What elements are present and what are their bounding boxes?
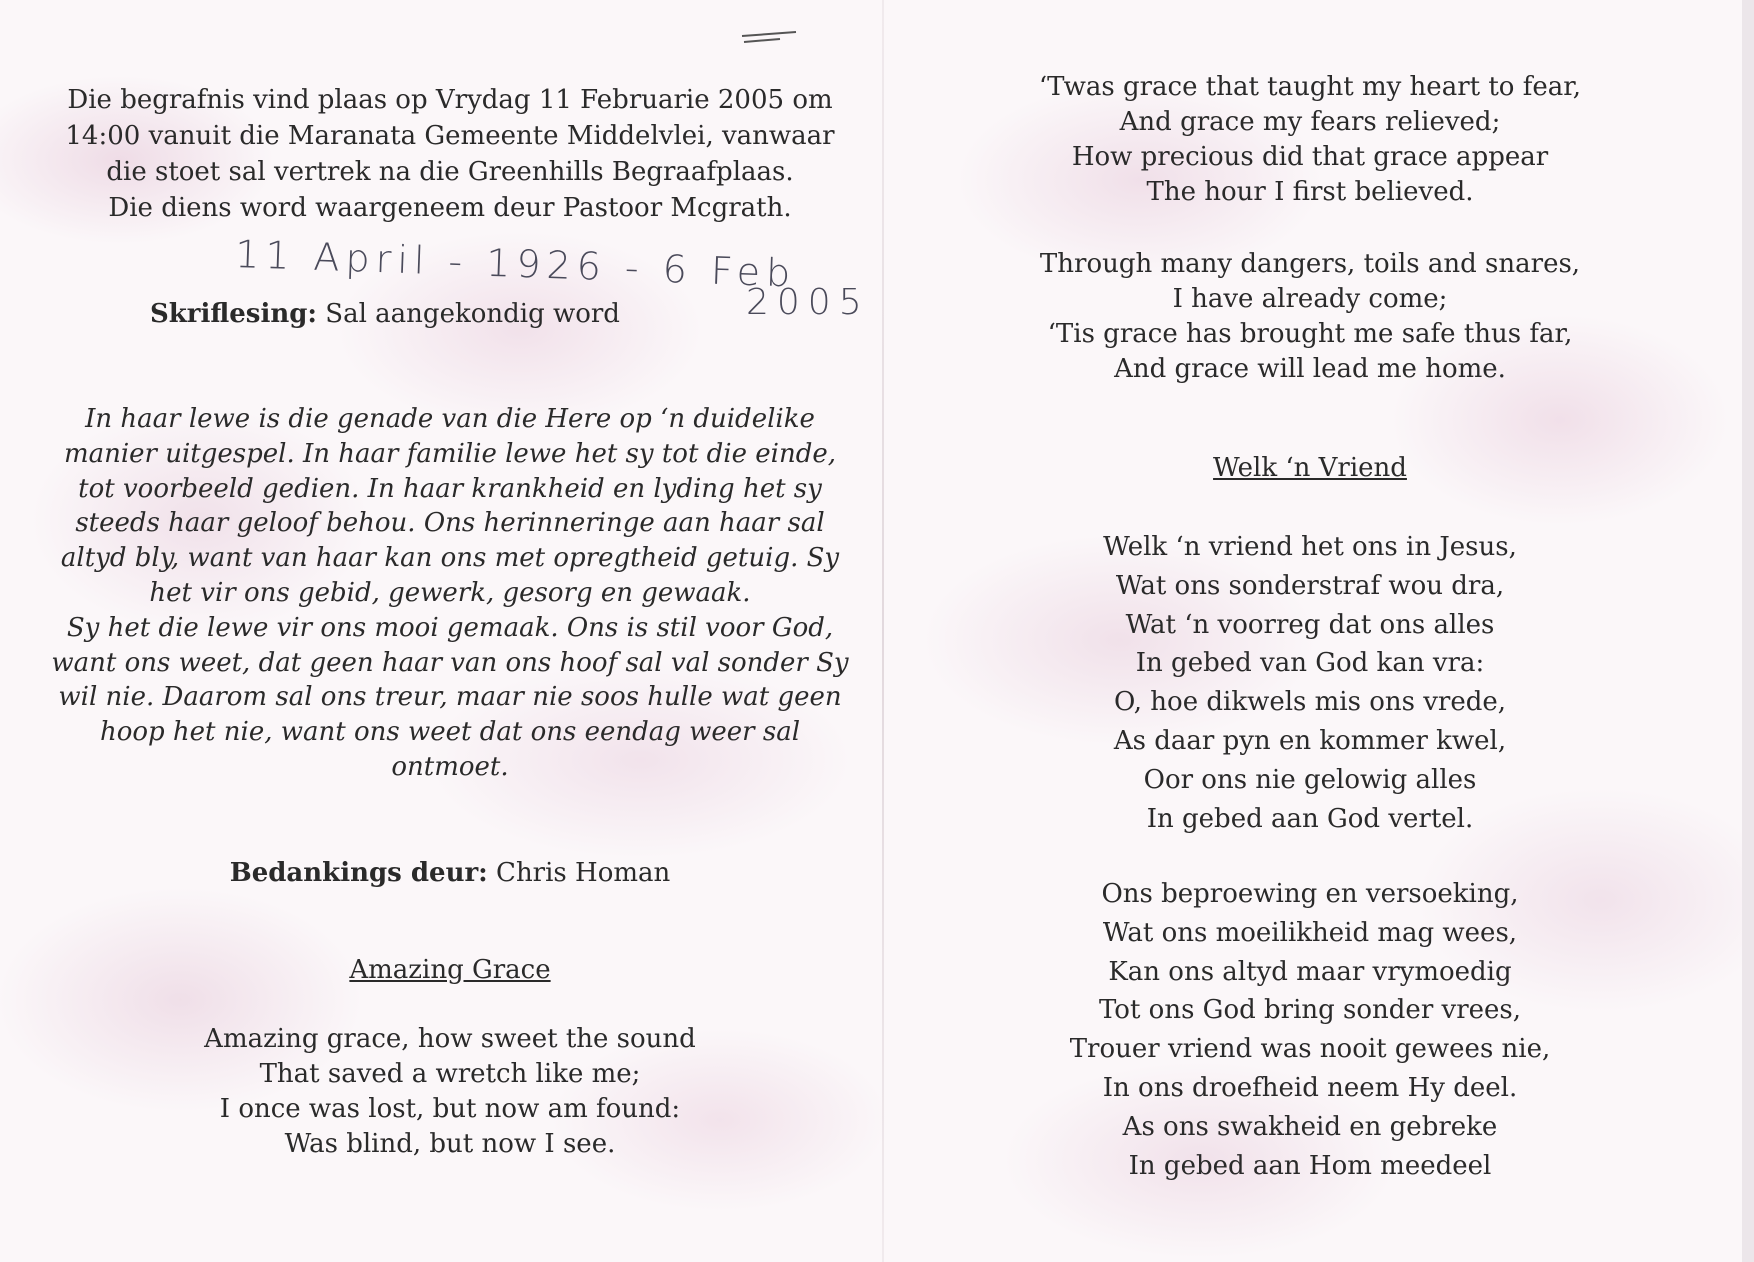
- verse-line: In ons droefheid neem Hy deel.: [1102, 1072, 1518, 1103]
- thanks-section: [30, 855, 870, 891]
- tribute-line: tot voorbeeld gedien. In haar krankheid en lyding het sy: [78, 473, 822, 504]
- hymn-verse: [960, 875, 1660, 1185]
- verse-line: Was blind, but now I see.: [284, 1129, 616, 1159]
- verse-line: O, hoe dikwels mis ons vrede,: [1113, 687, 1507, 718]
- verse-line: Oor ons nie gelowig alles: [1143, 764, 1477, 795]
- intro-line: Die diens word waargeneem deur Pastoor Mcgrath.: [108, 193, 792, 223]
- page-fold: [882, 0, 884, 1262]
- verse-line: In gebed aan God vertel.: [1146, 803, 1474, 834]
- pen-mark-icon: [740, 30, 800, 46]
- verse-line: That saved a wretch like me;: [259, 1059, 641, 1089]
- tribute-line: wil nie. Daarom sal ons treur, maar nie soos hulle wat geen: [58, 682, 842, 713]
- tribute-text: [30, 402, 870, 785]
- hymn-verse: [960, 528, 1660, 838]
- tribute-line: want ons weet, dat geen haar van ons hoof sal val sonder Sy: [51, 647, 849, 678]
- intro-line: die stoet sal vertrek na die Greenhills Begraafplaas.: [106, 157, 794, 187]
- funeral-intro: [30, 82, 870, 226]
- verse-line: Wat ons moeilikheid mag wees,: [1102, 917, 1518, 948]
- verse-line: Kan ons altyd maar vrymoedig: [1108, 956, 1512, 987]
- thanks-value: Chris Homan: [496, 858, 671, 888]
- verse-line: How precious did that grace appear: [1071, 142, 1549, 172]
- verse-line: The hour I first believed.: [1146, 177, 1474, 207]
- verse-line: And grace my fears relieved;: [1119, 107, 1501, 137]
- scripture-reading: [150, 296, 750, 332]
- hymn-title-welk-n-vriend: Welk ‘n Vriend: [1213, 453, 1407, 483]
- verse-line: ‘Tis grace has brought me safe thus far,: [1047, 319, 1573, 349]
- verse-line: Welk ‘n vriend het ons in Jesus,: [1103, 532, 1517, 562]
- tribute-line: ontmoet.: [391, 751, 509, 782]
- verse-line: And grace will lead me home.: [1114, 354, 1506, 384]
- verse-line: I once was lost, but now am found:: [219, 1094, 681, 1124]
- tribute-line: In haar lewe is die genade van die Here op ‘n duidelike: [85, 404, 815, 434]
- verse-line: Through many dangers, toils and snares,: [1039, 249, 1581, 279]
- verse-line: Wat ‘n voorreg dat ons alles: [1125, 609, 1495, 640]
- verse-line: Tot ons God bring sonder vrees,: [1098, 995, 1522, 1026]
- verse-line: Ons beproewing en versoeking,: [1101, 879, 1519, 909]
- thanks-label: Bedankings deur:: [229, 858, 488, 888]
- hymn-verse: [960, 70, 1660, 210]
- hymn-verse: [960, 247, 1660, 387]
- verse-line: As ons swakheid en gebreke: [1122, 1111, 1498, 1142]
- tribute-line: het vir ons gebid, gewerk, gesorg en gewaak.: [149, 577, 751, 608]
- tribute-line: hoop het nie, want ons weet dat ons eendag weer sal: [99, 717, 801, 748]
- verse-line: Wat ons sonderstraf wou dra,: [1115, 570, 1505, 601]
- hymn-verse: [30, 1022, 870, 1162]
- verse-line: In gebed aan Hom meedeel: [1128, 1150, 1492, 1181]
- verse-line: In gebed van God kan vra:: [1135, 648, 1485, 679]
- tribute-line: steeds haar geloof behou. Ons herinneringe aan haar sal: [75, 508, 825, 539]
- page-edge: [1742, 0, 1754, 1262]
- scripture-label: Skriflesing:: [150, 299, 318, 329]
- handwritten-year: 2005: [746, 282, 870, 323]
- tribute-line: manier uitgespel. In haar familie lewe het sy tot die einde,: [63, 438, 837, 469]
- verse-line: As daar pyn en kommer kwel,: [1113, 725, 1507, 756]
- tribute-line: altyd bly, want van haar kan ons met opregtheid getuig. Sy: [60, 543, 840, 574]
- scripture-value: Sal aangekondig word: [325, 299, 620, 329]
- intro-line: Die begrafnis vind plaas op Vrydag 11 Februarie 2005 om: [67, 85, 833, 115]
- verse-line: Amazing grace, how sweet the sound: [204, 1024, 696, 1054]
- verse-line: I have already come;: [1172, 284, 1448, 314]
- tribute-line: Sy het die lewe vir ons mooi gemaak. Ons is stil voor God,: [66, 612, 834, 643]
- intro-line: 14:00 vanuit die Maranata Gemeente Middelvlei, vanwaar: [65, 121, 835, 151]
- verse-line: ‘Twas grace that taught my heart to fear,: [1038, 72, 1582, 102]
- verse-line: Trouer vriend was nooit gewees nie,: [1069, 1034, 1551, 1065]
- handwritten-dates: 11 April - 1926 - 6 Feb: [234, 232, 797, 296]
- hymn-title-amazing-grace: Amazing Grace: [349, 955, 551, 985]
